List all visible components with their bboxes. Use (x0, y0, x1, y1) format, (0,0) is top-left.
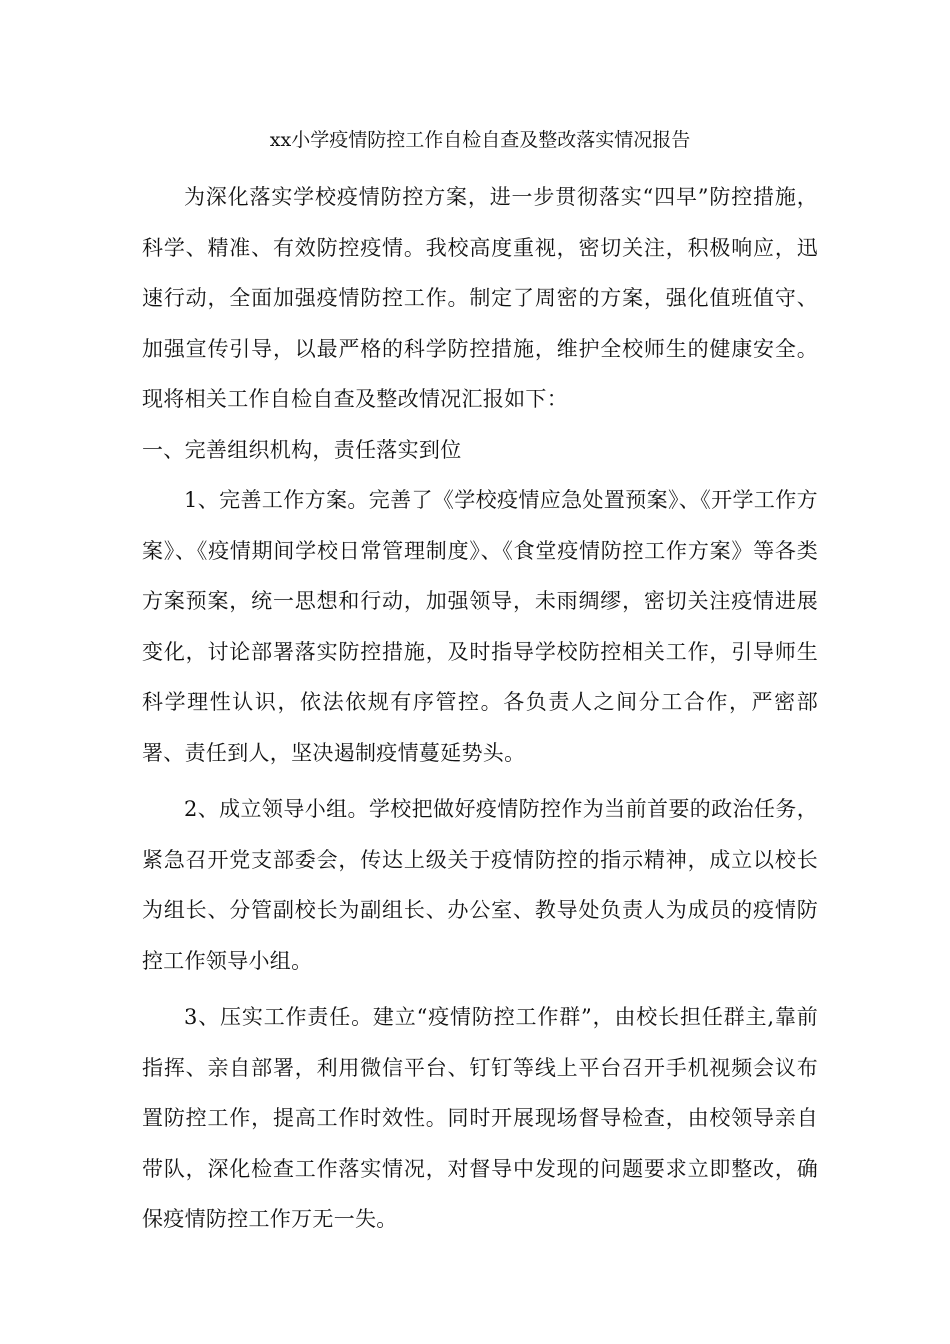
item-1-paragraph: 1、完善工作方案。完善了《学校疫情应急处置预案》、《开学工作方案》、《疫情期间学校日常管理制度》、《食堂疫情防控工作方案》等各类方案预案，统一思想和行动，加强领导，未雨绸缪，密切关注疫情进展变化，讨论部署落实防控措施，及时指导学校防控相关工作，引导师生科学理性认识，依法依规有序管控。各负责人之间分工合作，严密部署、责任到人，坚决遏制疫情蔓延势头。 (142, 488, 818, 765)
document-title: xx小学疫情防控工作自检自查及整改落实情况报告 (269, 129, 691, 151)
item-3-paragraph: 3、压实工作责任。建立“疫情防控工作群”，由校长担任群主,靠前指挥、亲自部署，利用微信平台、钉钉等线上平台召开手机视频会议布置防控工作，提高工作时效性。同时开展现场督导检查，由校领导亲自带队，深化检查工作落实情况，对督导中发现的问题要求立即整改，确保疫情防控工作万无一失。 (142, 1005, 818, 1231)
intro-paragraph: 为深化落实学校疫情防控方案，进一步贯彻落实“四早”防控措施，科学、精准、有效防控疫情。我校高度重视，密切关注，积极响应，迅速行动，全面加强疫情防控工作。制定了周密的方案，强化值班值守、加强宣传引导，以最严格的科学防控措施，维护全校师生的健康安全。现将相关工作自检自查及整改情况汇报如下： (142, 185, 818, 411)
section-heading-1: 一、完善组织机构，责任落实到位 (142, 437, 462, 462)
item-2-paragraph: 2、成立领导小组。学校把做好疫情防控作为当前首要的政治任务，紧急召开党支部委会，传达上级关于疫情防控的指示精神，成立以校长为组长、分管副校长为副组长、办公室、教导处负责人为成员的疫情防控工作领导小组。 (142, 797, 818, 973)
document-body (142, 122, 818, 1245)
